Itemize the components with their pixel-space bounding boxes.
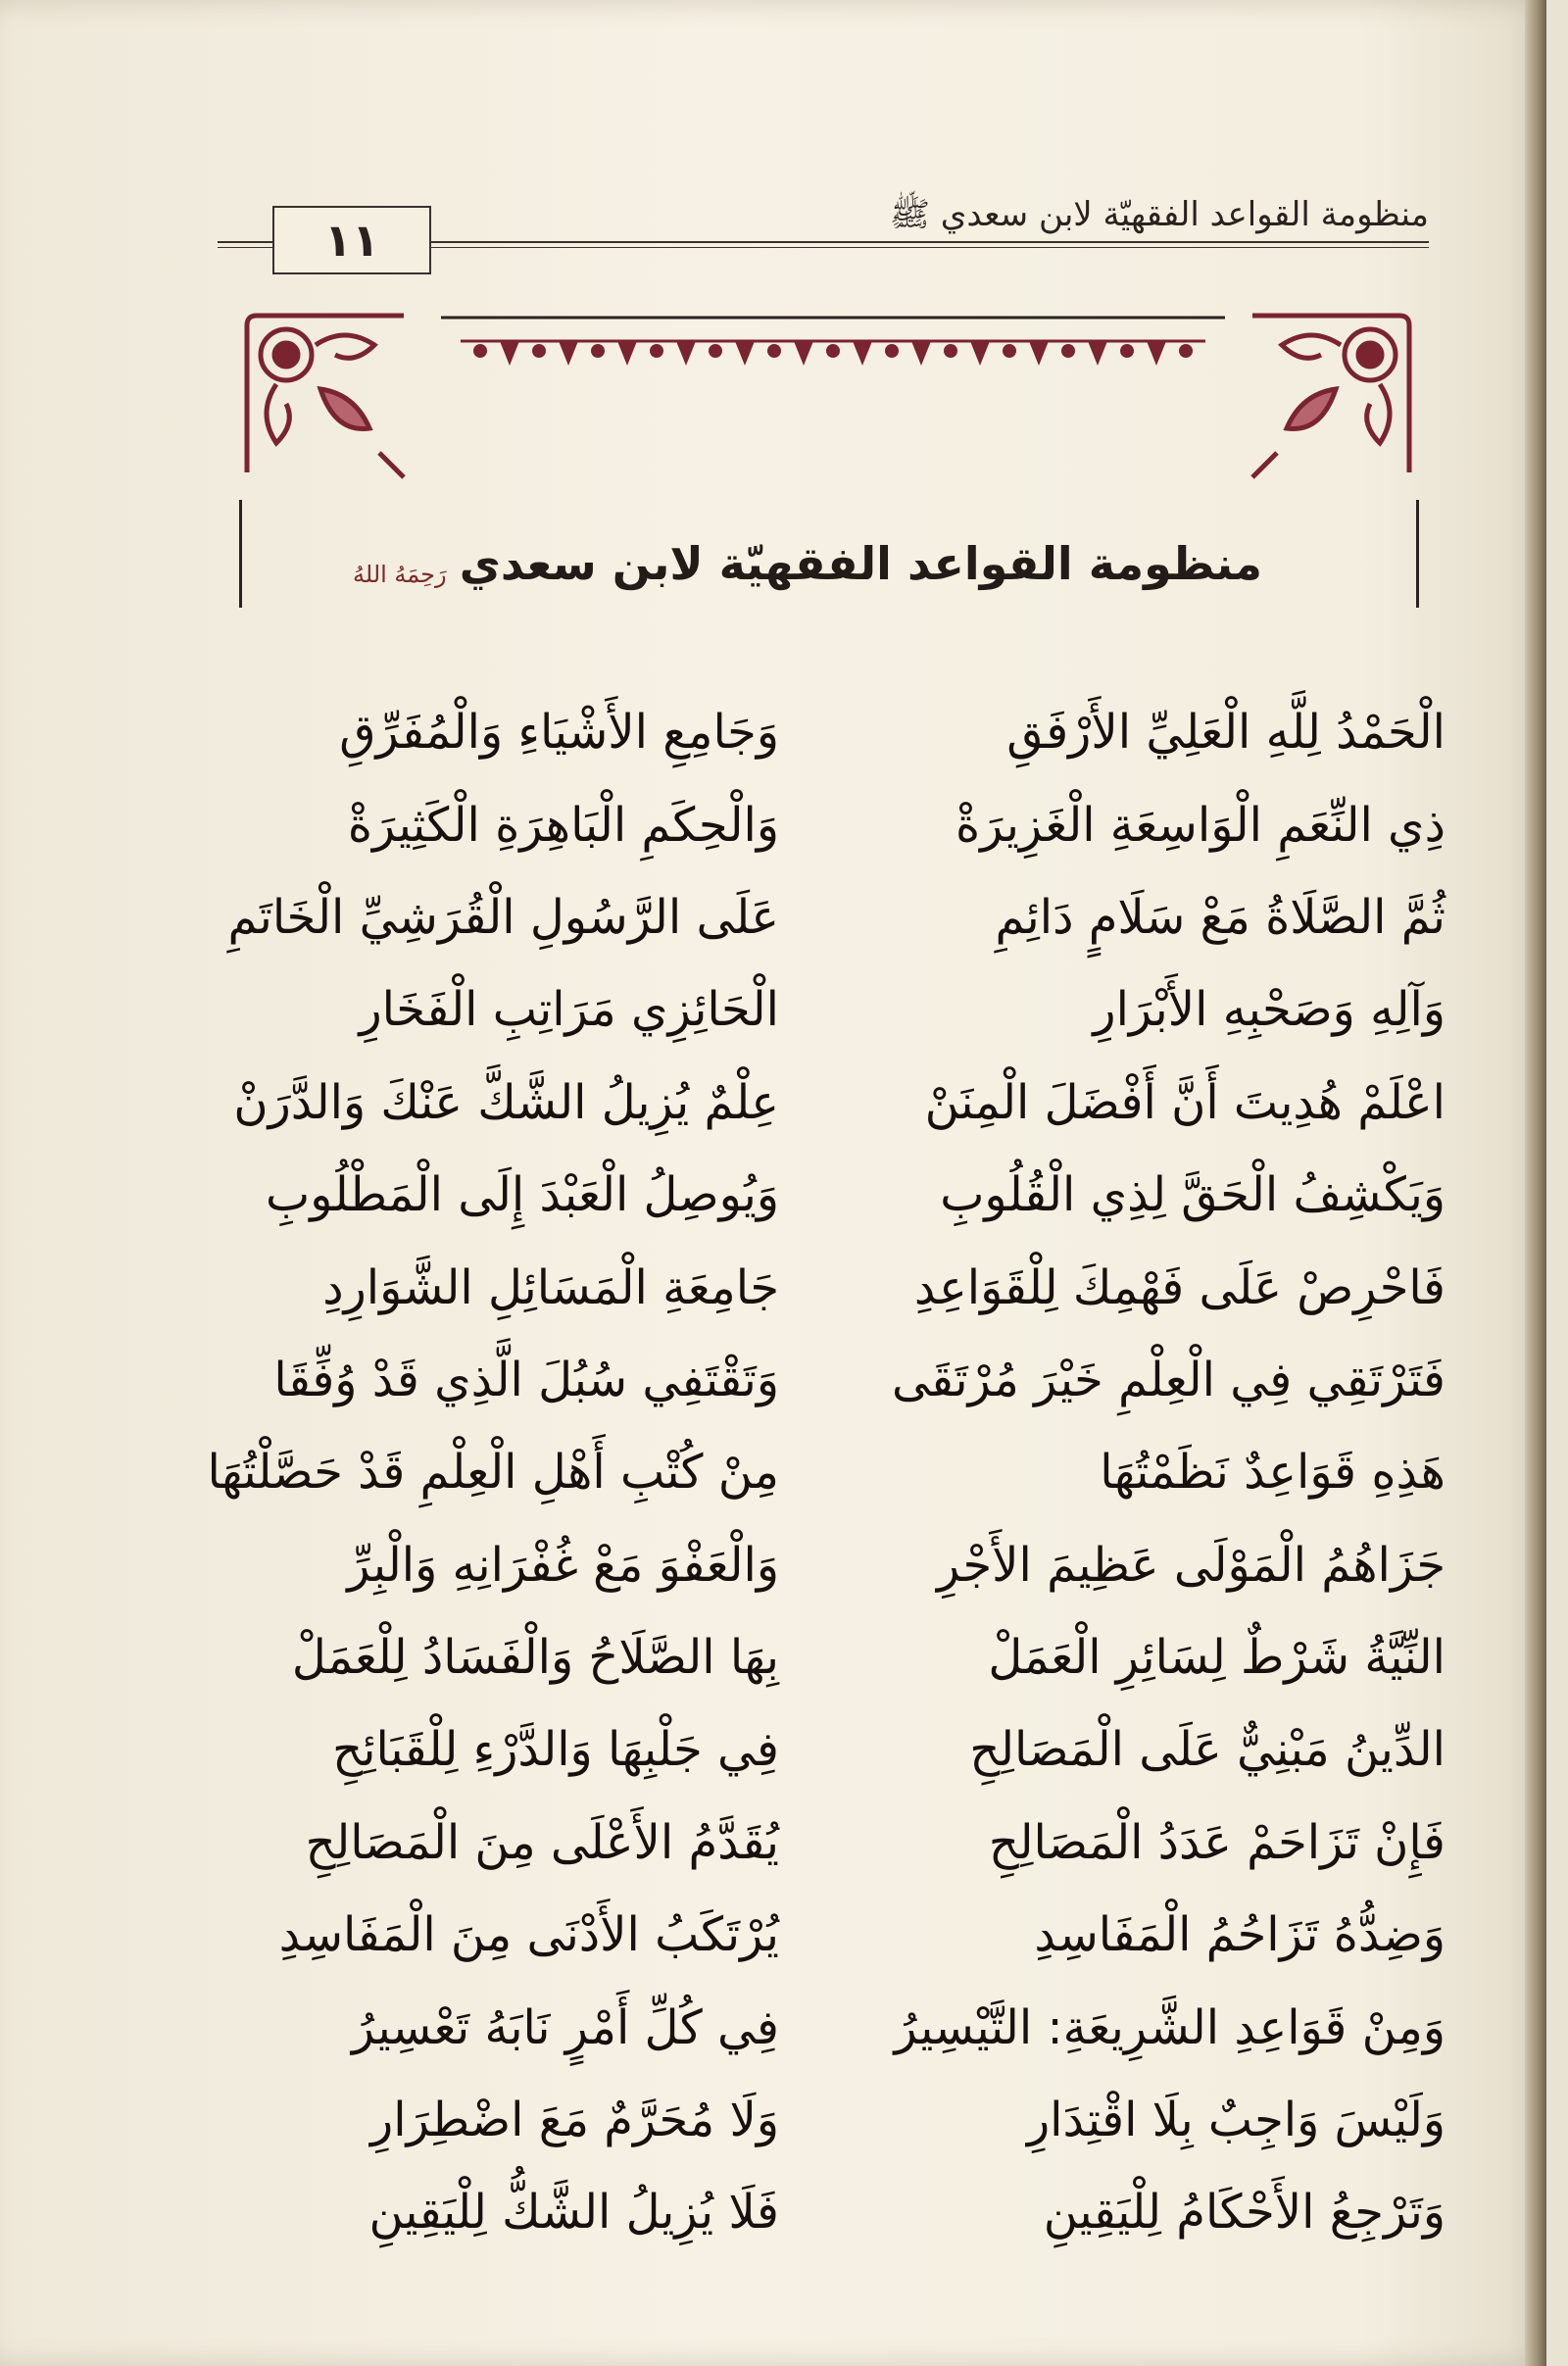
verse-first-hemistich: فَاحْرِصْ عَلَى فَهْمِكَ لِلْقَوَاعِدِ bbox=[913, 1259, 1446, 1315]
ornament-band-icon bbox=[441, 312, 1225, 400]
title-honorific: رَحِمَهُ اللهُ bbox=[353, 561, 447, 588]
verse-first-hemistich: ثُمَّ الصَّلَاةُ مَعْ سَلَامٍ دَائِمِ bbox=[995, 889, 1446, 945]
verse-first-hemistich: فَإِنْ تَزَاحَمْ عَدَدُ الْمَصَالِحِ bbox=[988, 1814, 1446, 1870]
verse-second-hemistich: وَلَا مُحَرَّمٌ مَعَ اضْطِرَارِ bbox=[370, 2093, 779, 2148]
verse-line bbox=[230, 1981, 1446, 2073]
verse-second-hemistich: وَجَامِعِ الأَشْيَاءِ وَالْمُفَرِّقِ bbox=[339, 705, 779, 761]
page-edge bbox=[1525, 0, 1546, 2366]
verse-first-hemistich: النِّيَّةُ شَرْطٌ لِسَائِرِ الْعَمَلْ bbox=[988, 1630, 1446, 1686]
corner-ornament-right-icon bbox=[1243, 306, 1419, 482]
verse-first-hemistich: وَلَيْسَ وَاجِبٌ بِلَا اقْتِدَارِ bbox=[1026, 2093, 1446, 2148]
verse-second-hemistich: فَلَا يُزِيلُ الشَّكُّ لِلْيَقِينِ bbox=[368, 2185, 779, 2241]
verse-line bbox=[230, 1519, 1446, 1611]
running-header-title: منظومة القواعد الفقهيّة لابن سعدي ﷺ bbox=[889, 195, 1429, 234]
verse-line bbox=[230, 963, 1446, 1056]
verse-first-hemistich: اعْلَمْ هُدِيتَ أَنَّ أَفْضَلَ الْمِنَنْ bbox=[924, 1074, 1446, 1130]
verse-first-hemistich: وَيَكْشِفُ الْحَقَّ لِذِي الْقُلُوبِ bbox=[940, 1167, 1446, 1223]
verse-line bbox=[230, 1241, 1446, 1333]
verse-line bbox=[230, 686, 1446, 778]
verse-line bbox=[230, 778, 1446, 870]
verse-line bbox=[230, 1611, 1446, 1703]
verse-line bbox=[227, 871, 1446, 963]
frame-line-left bbox=[239, 500, 242, 608]
verse-line bbox=[230, 1703, 1446, 1796]
verse-second-hemistich: وَيُوصِلُ الْعَبْدَ إِلَى الْمَطْلُوبِ bbox=[266, 1167, 779, 1223]
verse-line bbox=[230, 1057, 1446, 1149]
verse-second-hemistich: فِي جَلْبِهَا وَالدَّرْءِ لِلْقَبَائِحِ bbox=[332, 1722, 779, 1778]
page-title: منظومة القواعد الفقهيّة لابن سعدي bbox=[459, 537, 1262, 590]
verse-second-hemistich: عَلَى الرَّسُولِ الْقُرَشِيِّ الْخَاتَمِ bbox=[227, 889, 779, 945]
verse-line bbox=[230, 1797, 1446, 1889]
verse-line bbox=[207, 1426, 1446, 1518]
verse-second-hemistich: يُقَدَّمُ الأَعْلَى مِنَ الْمَصَالِحِ bbox=[305, 1814, 779, 1870]
verse-first-hemistich: جَزَاهُمُ الْمَوْلَى عَظِيمَ الأَجْرِ bbox=[937, 1537, 1446, 1593]
verse-first-hemistich: الْحَمْدُ لِلَّهِ الْعَلِيِّ الأَرْفَقِ bbox=[1006, 705, 1446, 761]
verse-line bbox=[230, 1334, 1446, 1426]
verse-second-hemistich: بِهَا الصَّلَاحُ وَالْفَسَادُ لِلْعَمَلْ bbox=[291, 1630, 779, 1686]
frame-line-right bbox=[1416, 500, 1419, 608]
page-number-box bbox=[272, 206, 431, 274]
verse-second-hemistich: الْحَائِزِي مَرَاتِبِ الْفَخَارِ bbox=[359, 982, 779, 1038]
verse-second-hemistich: وَالْحِكَمِ الْبَاهِرَةِ الْكَثِيرَةْ bbox=[347, 797, 779, 853]
verse-second-hemistich: يُرْتَكَبُ الأَدْنَى مِنَ الْمَفَاسِدِ bbox=[278, 1907, 779, 1963]
verse-second-hemistich: وَتَقْتَفِي سُبُلَ الَّذِي قَدْ وُفِّقَا bbox=[273, 1352, 779, 1407]
verse-first-hemistich: وَضِدُّهُ تَزَاحُمُ الْمَفَاسِدِ bbox=[1034, 1907, 1446, 1963]
verse-first-hemistich: وَمِنْ قَوَاعِدِ الشَّرِيعَةِ: التَّيْسِيرُ bbox=[894, 1999, 1446, 2055]
page-number: ١١ bbox=[323, 214, 380, 267]
verse-first-hemistich: الدِّينُ مَبْنِيٌّ عَلَى الْمَصَالِحِ bbox=[969, 1722, 1446, 1778]
verse-line bbox=[230, 2166, 1446, 2258]
verse-first-hemistich: ذِي النِّعَمِ الْوَاسِعَةِ الْغَزِيرَةْ bbox=[955, 797, 1446, 853]
verse-first-hemistich: هَذِهِ قَوَاعِدٌ نَظَمْتُهَا bbox=[1100, 1445, 1446, 1501]
corner-ornament-left-icon bbox=[237, 306, 414, 482]
verse-second-hemistich: جَامِعَةِ الْمَسَائِلِ الشَّوَارِدِ bbox=[322, 1259, 779, 1315]
verse-line bbox=[230, 1889, 1446, 1981]
verse-second-hemistich: عِلْمٌ يُزِيلُ الشَّكَّ عَنْكَ وَالدَّرَنْ bbox=[233, 1074, 779, 1130]
verse-first-hemistich: وَتَرْجِعُ الأَحْكَامُ لِلْيَقِينِ bbox=[1043, 2185, 1446, 2241]
poem-body bbox=[207, 686, 1446, 2259]
verse-line bbox=[230, 1149, 1446, 1241]
verse-second-hemistich: فِي كُلِّ أَمْرٍ نَابَهُ تَعْسِيرُ bbox=[351, 1999, 779, 2055]
verse-second-hemistich: وَالْعَفْوَ مَعْ غُفْرَانِهِ وَالْبِرِّ bbox=[347, 1537, 779, 1593]
verse-first-hemistich: وَآلِهِ وَصَحْبِهِ الأَبْرَارِ bbox=[1093, 982, 1446, 1038]
verse-first-hemistich: فَتَرْتَقِي فِي الْعِلْمِ خَيْرَ مُرْتَقَى bbox=[892, 1352, 1446, 1407]
verse-second-hemistich: مِنْ كُتْبِ أَهْلِ الْعِلْمِ قَدْ حَصَّلْتُهَا bbox=[207, 1445, 779, 1501]
verse-line bbox=[230, 2074, 1446, 2166]
